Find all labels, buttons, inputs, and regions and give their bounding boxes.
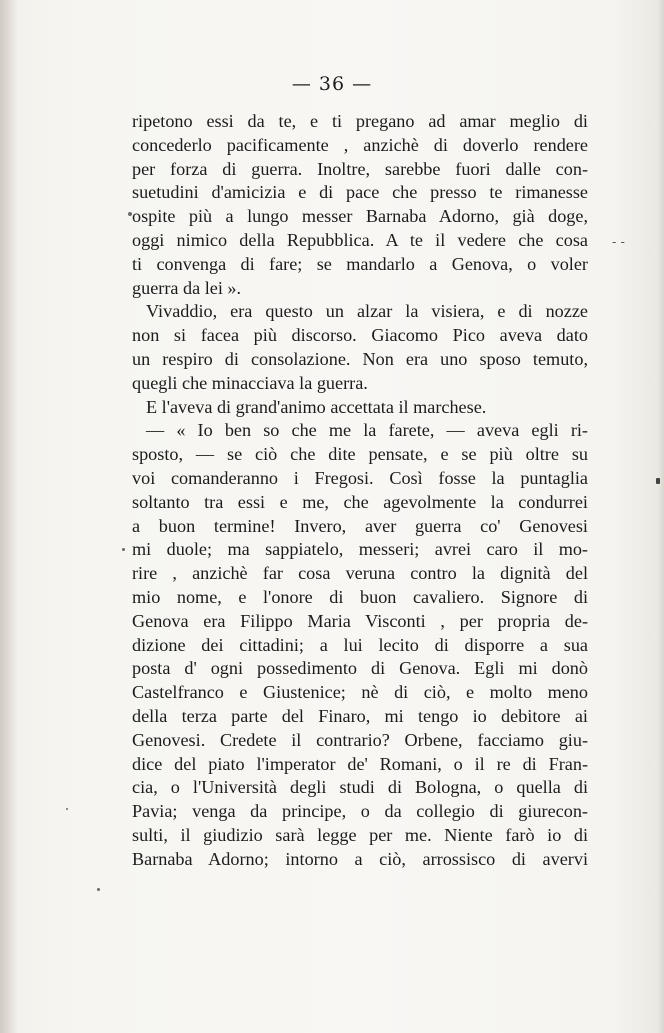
text-line: concederlo pacificamente , anzichè di doverlo rendere — [132, 134, 588, 155]
text-line: posta d' ogni possedimento di Genova. Egli mi donò — [132, 658, 588, 679]
text-line: cia, o l'Università degli studi di Bologna, o quella di — [132, 777, 588, 798]
binding-shadow — [0, 0, 18, 1033]
page-number: — 36 — — [291, 73, 373, 95]
text-line: ripetono essi da te, e ti pregano ad amar meglio di — [132, 111, 588, 131]
text-line: quegli che minacciava la guerra. — [132, 372, 368, 393]
text-line: ti convenga di fare; se mandarlo a Genova, o voler — [132, 253, 588, 274]
text-line: Pavia; venga da principe, o da collegio di giurecon- — [132, 801, 588, 822]
text-line: soltanto tra essi e me, che agevolmente la condurrei — [132, 491, 588, 512]
text-line: suetudini d'amicizia e di pace che presso te rimanesse — [132, 182, 588, 203]
text-line: guerra da lei ». — [132, 277, 242, 298]
text-line: oggi nimico della Repubblica. A te il vedere che cosa — [132, 229, 588, 250]
page-edge — [658, 0, 664, 1033]
text-line: a buon termine! Invero, aver guerra co' Genovesi — [132, 515, 588, 536]
text-line: Genova era Filippo Maria Visconti , per propria de- — [132, 610, 588, 631]
text-line: — « Io ben so che me la farete, — aveva egli ri- — [146, 420, 588, 441]
text-line: sulti, il giudizio sarà legge per me. Niente farò io di — [132, 824, 588, 845]
scan-speck — [66, 808, 68, 810]
text-line: voi comanderanno i Fregosi. Così fosse la puntaglia — [132, 467, 588, 488]
text-line: per forza di guerra. Inoltre, sarebbe fuori dalle con- — [132, 158, 588, 179]
text-line: E l'aveva di grand'animo accettata il marchese. — [146, 396, 487, 417]
text-line: mio nome, e l'onore di buon cavaliero. Signore di — [132, 586, 588, 607]
text-line: Genovesi. Credete il contrario? Orbene, facciamo giu- — [132, 729, 588, 750]
margin-dash-mark: - - — [612, 235, 625, 250]
text-line: Barnaba Adorno; intorno a ciò, arrossisco di avervi — [132, 848, 588, 869]
text-line: dizione dei cittadini; a lui lecito di disporre a sua — [132, 634, 588, 655]
text-line: rire , anzichè far cosa veruna contro la dignità del — [132, 563, 588, 584]
scan-speck — [128, 212, 132, 216]
text-line: Vivaddio, era questo un alzar la visiera, e di nozze — [146, 301, 588, 322]
text-line: un respiro di consolazione. Non era uno sposo temuto, — [132, 348, 588, 369]
text-line: dice del piato l'imperator de' Romani, o il re di Fran- — [132, 753, 588, 774]
text-line: mi duole; ma sappiatelo, messeri; avrei caro il mo- — [132, 539, 588, 560]
text-line: Castelfranco e Giustenice; nè di ciò, e molto meno — [132, 682, 588, 703]
scan-speck — [97, 888, 100, 891]
scan-speck — [656, 478, 660, 484]
text-line: della terza parte del Finaro, mi tengo io debitore ai — [132, 705, 588, 726]
body-text — [132, 110, 588, 872]
text-line: ospite più a lungo messer Barnaba Adorno, già doge, — [132, 206, 588, 227]
text-line: sposto, — se ciò che dite pensate, e se più oltre su — [132, 444, 588, 465]
scan-speck — [122, 548, 125, 551]
text-line: non si facea più discorso. Giacomo Pico aveva dato — [132, 325, 588, 346]
